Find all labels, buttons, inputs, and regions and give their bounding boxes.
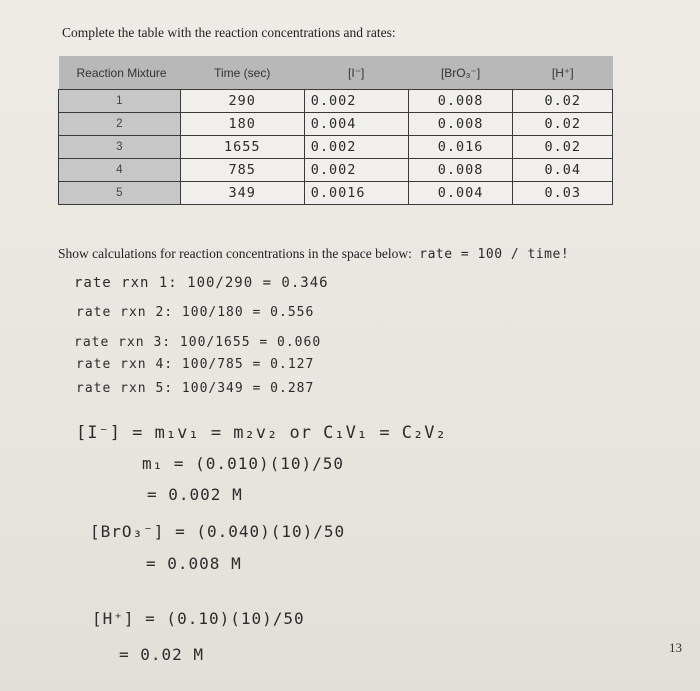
time-cell: 349 — [180, 182, 304, 205]
calculation-prompt — [58, 246, 569, 262]
rate-calc-3: rate rxn 3: 100/1655 = 0.060 — [74, 335, 322, 350]
bromate-result: = 0.008 M — [146, 554, 242, 573]
iodide-cell: 0.002 — [304, 90, 408, 113]
hydrogen-calc: [H⁺] = (0.10)(10)/50 — [92, 609, 305, 628]
mixture-number: 2 — [59, 113, 181, 136]
dilution-equation: [I⁻] = m₁v₁ = m₂v₂ or C₁V₁ = C₂V₂ — [76, 423, 447, 443]
header-hydrogen: [H⁺] — [513, 56, 613, 90]
time-cell: 1655 — [180, 136, 304, 159]
bromate-cell: 0.008 — [408, 159, 513, 182]
table-row — [59, 90, 613, 113]
iodide-cell: 0.002 — [304, 159, 408, 182]
hydrogen-cell: 0.02 — [513, 113, 613, 136]
table-header-row — [59, 56, 613, 90]
time-cell: 290 — [180, 90, 304, 113]
time-cell: 180 — [180, 113, 304, 136]
bromate-calc: [BrO₃⁻] = (0.040)(10)/50 — [90, 522, 346, 541]
bromate-cell: 0.008 — [408, 113, 513, 136]
iodide-calc: m₁ = (0.010)(10)/50 — [142, 454, 345, 473]
rate-calc-5: rate rxn 5: 100/349 = 0.287 — [76, 381, 315, 396]
table-row — [59, 182, 613, 205]
page-number: 13 — [669, 640, 682, 655]
iodide-cell: 0.002 — [304, 136, 408, 159]
hydrogen-cell: 0.02 — [513, 90, 613, 113]
rate-formula-note: rate = 100 / time! — [419, 247, 570, 262]
hydrogen-cell: 0.04 — [513, 159, 613, 182]
iodide-cell: 0.0016 — [304, 182, 408, 205]
hydrogen-cell: 0.03 — [513, 182, 613, 205]
mixture-number: 3 — [59, 136, 181, 159]
reaction-table — [58, 56, 613, 205]
mixture-number: 5 — [59, 182, 181, 205]
table-row — [59, 136, 613, 159]
show-label: Show calculations for reaction concentrations in the space below: — [58, 246, 412, 261]
header-iodide: [I⁻] — [304, 56, 408, 90]
table-row — [59, 113, 613, 136]
header-reaction-mixture: Reaction Mixture — [59, 56, 181, 90]
hydrogen-result: = 0.02 M — [119, 645, 205, 664]
header-bromate: [BrO₃⁻] — [408, 56, 513, 90]
time-cell: 785 — [180, 159, 304, 182]
header-time: Time (sec) — [180, 56, 304, 90]
bromate-cell: 0.016 — [408, 136, 513, 159]
rate-calc-1: rate rxn 1: 100/290 = 0.346 — [74, 275, 329, 291]
hydrogen-cell: 0.02 — [513, 136, 613, 159]
rate-calc-2: rate rxn 2: 100/180 = 0.556 — [76, 305, 315, 320]
mixture-number: 1 — [59, 90, 181, 113]
iodide-result: = 0.002 M — [147, 485, 243, 504]
table-row — [59, 159, 613, 182]
bromate-cell: 0.004 — [408, 182, 513, 205]
iodide-cell: 0.004 — [304, 113, 408, 136]
bromate-cell: 0.008 — [408, 90, 513, 113]
mixture-number: 4 — [59, 159, 181, 182]
rate-calc-4: rate rxn 4: 100/785 = 0.127 — [76, 357, 315, 372]
instructions-text: Complete the table with the reaction concentrations and rates: — [62, 25, 396, 40]
